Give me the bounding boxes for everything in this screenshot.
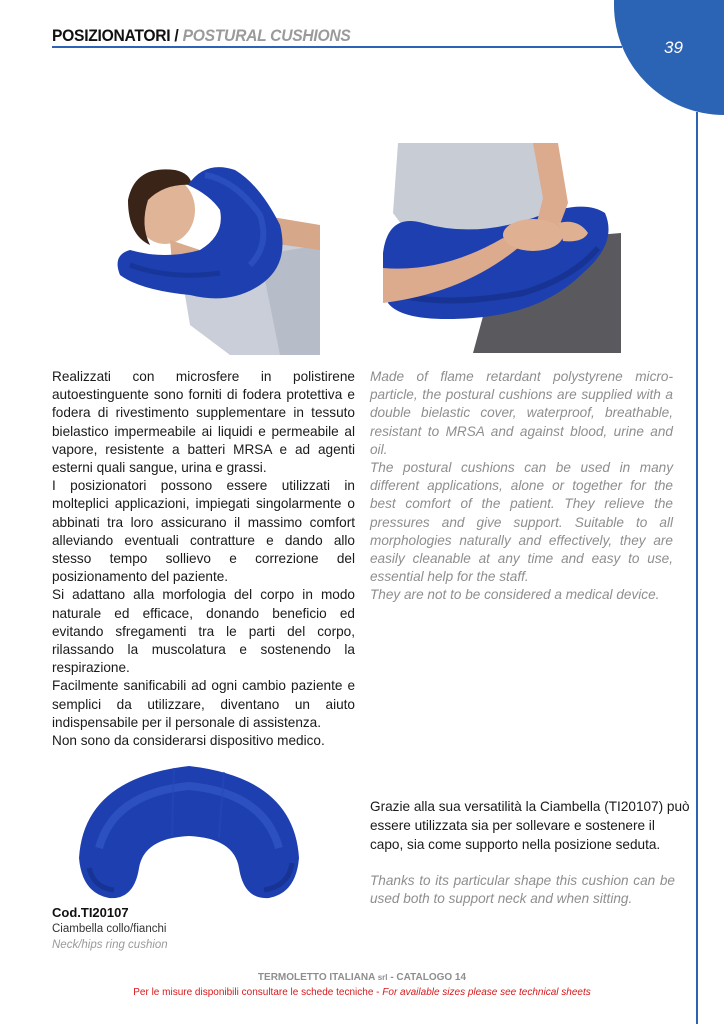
description-it-paragraph: Non sono da considerarsi dispositivo medico. (52, 733, 325, 749)
footer-srl: srl (377, 973, 388, 982)
footer-sizes-note (0, 987, 724, 998)
header-divider (52, 46, 622, 48)
product-name-italian: Ciambella collo/fianchi (52, 923, 167, 935)
description-en-paragraph: Made of flame retardant polystyrene micro-particle, the postural cushions are supplied with a double bielastic cover, waterproof, breathable, resistant to MRSA and against blood, urine and oil. (370, 369, 673, 457)
ring-cushion-text-english: Thanks to its particular shape this cushion can be used both to support neck and when sitting. (370, 873, 675, 907)
photo-ring-cushion (74, 758, 304, 908)
description-it-paragraph: Facilmente sanificabili ad ogni cambio paziente e semplici da utilizzare, diventano un aiuto indispensabile per il personale di assistenza. (52, 678, 355, 730)
page-title-it: POSIZIONATORI / (52, 26, 179, 45)
description-en-paragraph: The postural cushions can be used in many different applications, alone or together for the best comfort of the patient. They relieve the pressures and give support. Suitable to all morphologies naturally and effectively, they are easily cleanable at any time and easy to use, essential help for the staff. (370, 460, 673, 585)
footer-company: TERMOLETTO ITALIANA (257, 972, 375, 983)
product-name-english: Neck/hips ring cushion (52, 939, 168, 951)
photo-woman-hugging-cushion (383, 143, 621, 353)
page-title (52, 26, 351, 46)
footer-note-italian: Per le misure disponibili consultare le schede tecniche - (133, 987, 380, 998)
footer-catalog-label: - CATALOGO 14 (390, 972, 467, 983)
product-code: Cod.TI20107 (52, 905, 129, 920)
description-en-paragraph: They are not to be considered a medical device. (370, 587, 660, 603)
description-it-paragraph: Realizzati con microsfere in polistirene autoestinguente sono forniti di fodera protettiva e fodera di rivestimento supplementare in tessuto bielastico impermeabile ai liquidi e permeabile al vapore, resistente a batteri MRSA e ad agenti esterni quali sangue, urina e grassi. (52, 369, 355, 476)
description-italian (52, 368, 355, 750)
ring-cushion-text-italian: Grazie alla sua versatilità la Ciambella (TI20107) può essere utilizzata sia per sollevare e sostenere il capo, sia come supporto nella posizione seduta. (370, 799, 690, 852)
description-english (370, 368, 673, 605)
footer-catalog (0, 972, 724, 983)
right-margin-rule (696, 112, 698, 1024)
description-it-paragraph: I posizionatori possono essere utilizzati in molteplici applicazioni, impiegati singolarmente o abbinati tra loro assicurano il massimo comfort alleviando eventuali contratture e dando allo stesso tempo sollievo e correzione del posizionamento del paziente. (52, 478, 355, 585)
footer-note-english: For available sizes please see technical sheets (382, 987, 591, 998)
photo-woman-lying-with-cushion (110, 155, 320, 355)
page-title-en: POSTURAL CUSHIONS (182, 26, 351, 45)
page-number: 39 (664, 38, 683, 57)
description-it-paragraph: Si adattano alla morfologia del corpo in modo naturale ed efficace, donando beneficio ed evitando sfregamenti tra le parti del corpo, rilassando la muscolatura e sostenendo la respirazione. (52, 587, 355, 676)
